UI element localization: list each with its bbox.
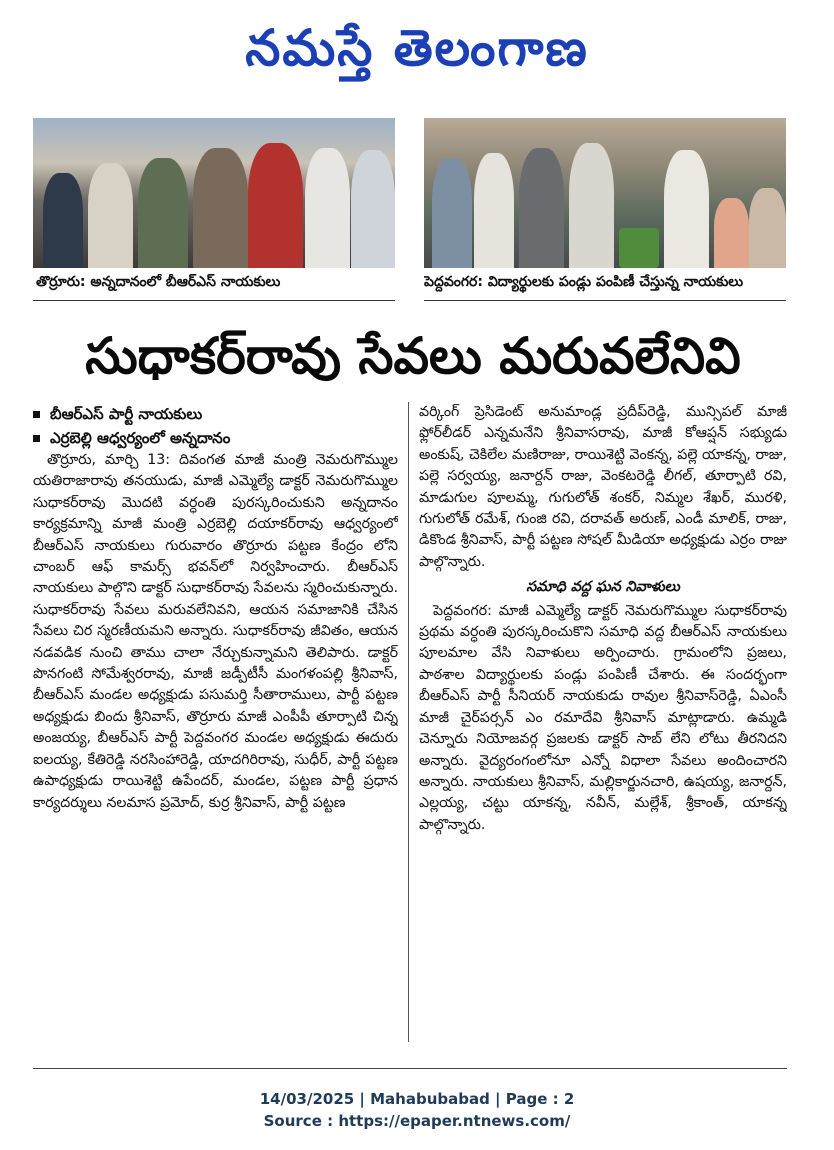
footer-source: Source : https://epaper.ntnews.com/: [263, 1112, 571, 1130]
bullet-square-icon: [33, 435, 40, 442]
bullet-text: ఎర్రబెల్లి ఆధ్వర్యంలో అన్నదానం: [50, 429, 231, 447]
bullet-item: [33, 426, 398, 450]
article-paragraph: తొర్రూరు, మార్చి 13: దివంగత మాజీ మంత్రి నెమరుగొమ్ముల యతిరాజారావు తనయుడు, మాజీ ఎమ్మెల్యే డాక్టర్ నెమరుగొమ్ముల సుధాకర్‌రావు మొదటి వర్ధంతి పురస్కరించుకుని అన్నదానం కార్యక్రమాన్ని మాజీ మంత్రి ఎర్రబెల్లి దయాకర్‌రావు ఆధ్వర్యంలో బీఆర్ఎస్ నాయకులు గురువారం తొర్రూరు పట్టణ కేంద్రం లోని చాంబర్ ఆఫ్ కామర్స్ భవన్‌లో నిర్వహించారు. బీఆర్ఎస్ నాయకులు పాల్గొని డాక్టర్ సుధాకర్‌రావు సేవలను స్మరించుకున్నారు. సుధాకర్‌రావు సేవలు మరువలేనివని, ఆయన సమాజానికి చేసిన సేవలు చిర స్మరణీయమని అన్నారు. సుధాకర్‌రావు జీవితం, ఆయన నడవడిక నుంచి తాము చాలా నేర్చుకున్నామని తెలిపారు. డాక్టర్ పొనగంటి సోమేశ్వరరావు, మాజీ జడ్పీటీసీ మంగళంపల్లి శ్రీనివాస్, బీఆర్ఎస్ మండల అధ్యక్షుడు పసుమర్తి సీతారాములు, పార్టీ పట్టణ అధ్యక్షుడు బిందు శ్రీనివాస్, తొర్రూరు మాజీ ఎంపీపీ తూర్పాటి చిన్న అంజయ్య, బీఆర్ఎస్ పార్టీ పెద్దవంగర మండల అధ్యక్షుడు ఈదురు ఐలయ్య, కేతిరెడ్డి నరసింహారెడ్డి, యాదగిరిరావు, సుధీర్, పార్టీ పట్టణ ఉపాధ్యక్షుడు రాయిశెట్టి ఉపేందర్, మండల, పట్టణ పార్టీ ప్రధాన కార్యదర్శులు నలమాస ప్రమోద్, కుర్ర శ్రీనివాస్, పార్టీ పట్టణ: [33, 452, 398, 811]
column-divider: [408, 402, 409, 1042]
article-paragraph: వర్కింగ్ ప్రెసిడెంట్ అనుమాండ్ల ప్రదీప్‌రెడ్డి, మున్సిపల్ మాజీ ఫ్లోర్‌లీడర్ ఎన్నమనేని శ్రీనివాసరావు, మాజీ కోఆప్షన్ సభ్యుడు అంకుష్, చెకిలేల మణిరాజు, రాయిశెట్టి వెంకన్న, పల్లె యాకన్న, రాజు, పల్లె సర్వయ్య, జనార్దన్ రాజు, వెంకటరెడ్డి లీగల్, తూర్పాటి రవి, మాడుగుల పూలమ్మ, గుగులోత్ శంకర్, నిమ్మల శేఖర్, మురళి, గుగులోత్ రమేశ్, గుంజి రవి, దరావత్ అరుణ్, ఎండీ మాలిక్, రాజు, డికొండ శ్రీనివాస్, పార్టీ పట్టణ సోషల్ మీడియా అధ్యక్షుడు ఎర్రం రాజు పాల్గొన్నారు.: [419, 404, 787, 570]
article-column-left: [33, 402, 398, 1042]
footer-date-edition: 14/03/2025 | Mahabubabad | Page : 2: [259, 1090, 575, 1108]
photo-left-caption: తొర్రూరు: అన్నదానంలో బీఆర్ఎస్ నాయకులు: [36, 274, 281, 290]
masthead: [0, 8, 834, 88]
headline: సుధాకర్‌రావు సేవలు మరువలేనివి: [85, 327, 741, 385]
bullet-square-icon: [33, 411, 40, 418]
masthead-title: నమస్తే తెలంగాణ: [245, 19, 589, 77]
article-subhead: సమాధి వద్ద ఘన నివాళులు: [526, 579, 680, 596]
bullet-text: బీఆర్ఎస్ పార్టీ నాయకులు: [50, 405, 203, 423]
photo-left-annadanam: [33, 118, 395, 268]
article-column-right: [419, 402, 787, 1042]
caption-divider-right: [424, 300, 786, 301]
bottom-rule: [33, 1068, 787, 1069]
bullet-item: [33, 402, 398, 426]
article-paragraph: పెద్దవంగర: మాజీ ఎమ్మెల్యే డాక్టర్ నెమరుగొమ్ముల సుధాకర్‌రావు ప్రథమ వర్ధంతి పురస్కరించుకొని సమాధి వద్ద బీఆర్ఎస్ నాయకులు పూలమాల వేసి నివాళులు అర్పించారు. గ్రామంలోని ప్రజలు, పాఠశాల విద్యార్థులకు పండ్లు పంపిణీ చేశారు. ఈ సందర్భంగా బీఆర్ఎస్ పార్టీ సీనియర్ నాయకుడు రావుల శ్రీనివాస్‌రెడ్డి, ఏఎంసీ మాజీ చైర్‌పర్సన్ ఎం రమాదేవి శ్రీనివాస్ మాట్లాడారు. ఉమ్మడి చెన్నూరు నియోజవర్గ ప్రజలకు డాక్టర్ సాబ్ లేని లోటు తీరనిదని అన్నారు. వైద్యరంగంలోనూ ఎన్నో విధాలా సేవలు అందించారని అన్నారు. నాయకులు శ్రీనివాస్, మల్లికార్జునచారి, ఉషయ్య, జనార్దన్, ఎల్లయ్య, చట్టు యాకన్న, నవీన్, మల్లేశ్, శ్రీకాంత్, యాకన్న పాల్గొన్నారు.: [419, 602, 787, 833]
caption-divider-left: [33, 300, 395, 301]
photo-right-fruit-distribution: [424, 118, 786, 268]
photo-right-caption: పెద్దవంగర: విద్యార్థులకు పండ్లు పంపిణీ చేస్తున్న నాయకులు: [424, 274, 744, 290]
